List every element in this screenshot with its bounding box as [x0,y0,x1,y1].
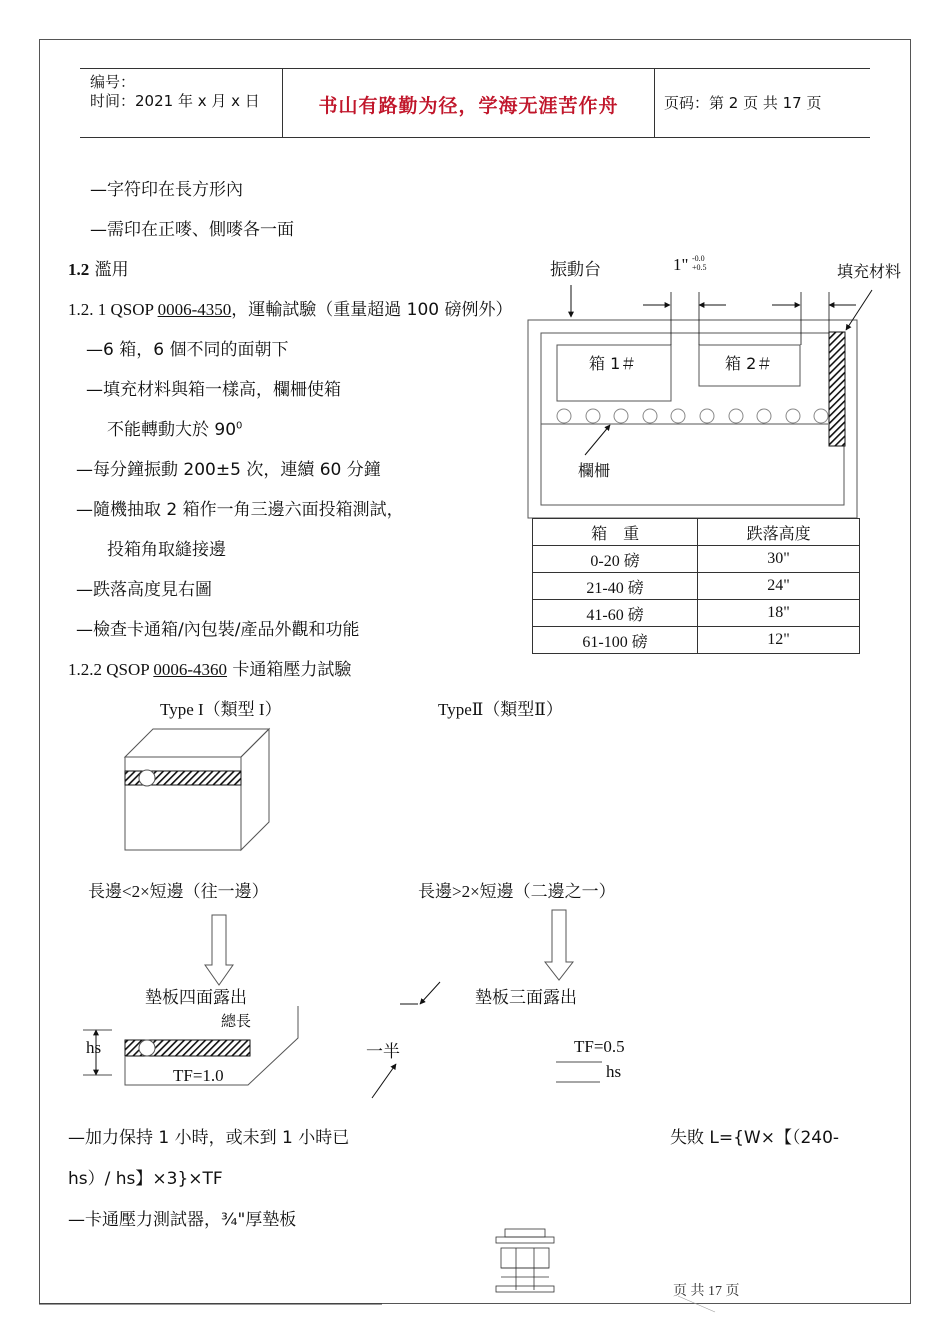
half-arrow-bottom [372,1064,396,1098]
bullet-inspect: —檢查卡通箱/內包裝/產品外觀和功能 [76,620,360,640]
fence-label: 欄柵 [578,461,611,480]
box-2-label: 箱 2＃ [725,354,773,373]
half-arrow-top [420,982,440,1004]
half-label: 一半 [366,1042,400,1062]
bullet-drop-corner: 投箱角取縫接邊 [107,540,226,560]
section-1-2-1-code: 0006-4350 [157,300,232,319]
degree-sup: 0 [236,420,243,432]
bullet-drop-height: —跌落高度見右圖 [76,580,212,600]
weight-cell: 21-40 磅 [533,573,698,600]
height-cell: 18" [698,600,860,627]
gap-tol-top: -0.0 [692,254,705,263]
section-1-2-2-prefix: 1.2.2 QSOP [68,660,154,679]
press-tester-icon [496,1229,554,1292]
fill-material-label: 填充材料 [837,262,902,281]
result-2: 墊板三面露出 [475,988,577,1008]
date-label: 时间：2021 年 x 月 x 日 [90,92,260,110]
hs-label: hs [86,1038,102,1057]
line-print-sides: —需印在正嘜、側嘜各一面 [90,220,294,240]
height-cell: 12" [698,627,860,654]
condition-1: 長邊<2×短邊（往一邊） [88,882,269,901]
section-1-2-2-suffix: 卡通箱壓力試驗 [227,660,352,680]
weight-cell: 41-60 磅 [533,600,698,627]
formula-continuation: hs）/ hs】×3}×TF [68,1169,223,1189]
gap-value: 1" [673,255,689,274]
total-length-label: 總長 [221,1012,252,1030]
height-cell: 24" [698,573,860,600]
header-drop-height: 跌落高度 [698,519,860,546]
fail-formula-start: 失敗 L={W×【（240- [670,1128,840,1148]
section-1-2-1-prefix: 1.2. 1 QSOP [68,300,158,319]
section-title: 濫用 [94,260,129,280]
serial-label: 编号： [90,73,136,91]
bullet-vibration: —每分鐘振動 200±5 次，連續 60 分鐘 [76,460,381,480]
section-number: 1.2 [68,260,90,279]
height-cell: 30" [698,546,860,573]
bullet-six-boxes: —6 箱，6 個不同的面朝下 [86,340,289,360]
section-1-2-1-suffix: ，運輸試驗（重量超過 100 磅例外） [231,300,513,320]
tester-line: —卡通壓力測試器，¾"厚墊板 [68,1210,297,1230]
gap-tol-bottom: +0.5 [692,263,707,272]
type-1-roller [139,770,155,786]
page-info: 页码：第 2 页 共 17 页 [664,94,822,112]
weight-cell: 0-20 磅 [533,546,698,573]
rotation-text: 不能轉動大於 90 [107,420,237,440]
tf2-label: TF=0.5 [574,1037,625,1056]
down-arrow-2 [545,910,573,980]
result-1: 墊板四面露出 [145,988,247,1008]
hs2-label: hs [606,1062,622,1080]
line-print-rect: —字符印在長方形內 [90,180,243,200]
side-view-roller [139,1040,155,1056]
force-hold-line: —加力保持 1 小時，或未到 1 小時已 [68,1128,350,1148]
page-footer: 页 共 17 页 [673,1284,740,1299]
bullet-fill-material: —填充材料與箱一樣高，欄柵使箱 [86,380,341,400]
box-1-label: 箱 1＃ [589,354,637,373]
tf1-label: TF=1.0 [173,1066,224,1085]
motto: 书山有路勤为径，学海无涯苦作舟 [318,95,619,117]
section-1-2-2-code: 0006-4360 [153,660,228,679]
header-box-weight: 箱 重 [533,519,698,546]
vibration-table-label: 振動台 [550,260,601,280]
type-2-label: TypeⅡ（類型Ⅱ） [438,700,563,719]
down-arrow-1 [205,915,233,985]
type-1-box [125,729,269,850]
condition-2: 長邊>2×短邊（二邊之一） [418,882,616,901]
type-1-label: Type I（類型 I） [160,700,282,719]
weight-cell: 61-100 磅 [533,627,698,654]
bullet-drop-test: —隨機抽取 2 箱作一角三邊六面投箱測試， [76,500,404,520]
